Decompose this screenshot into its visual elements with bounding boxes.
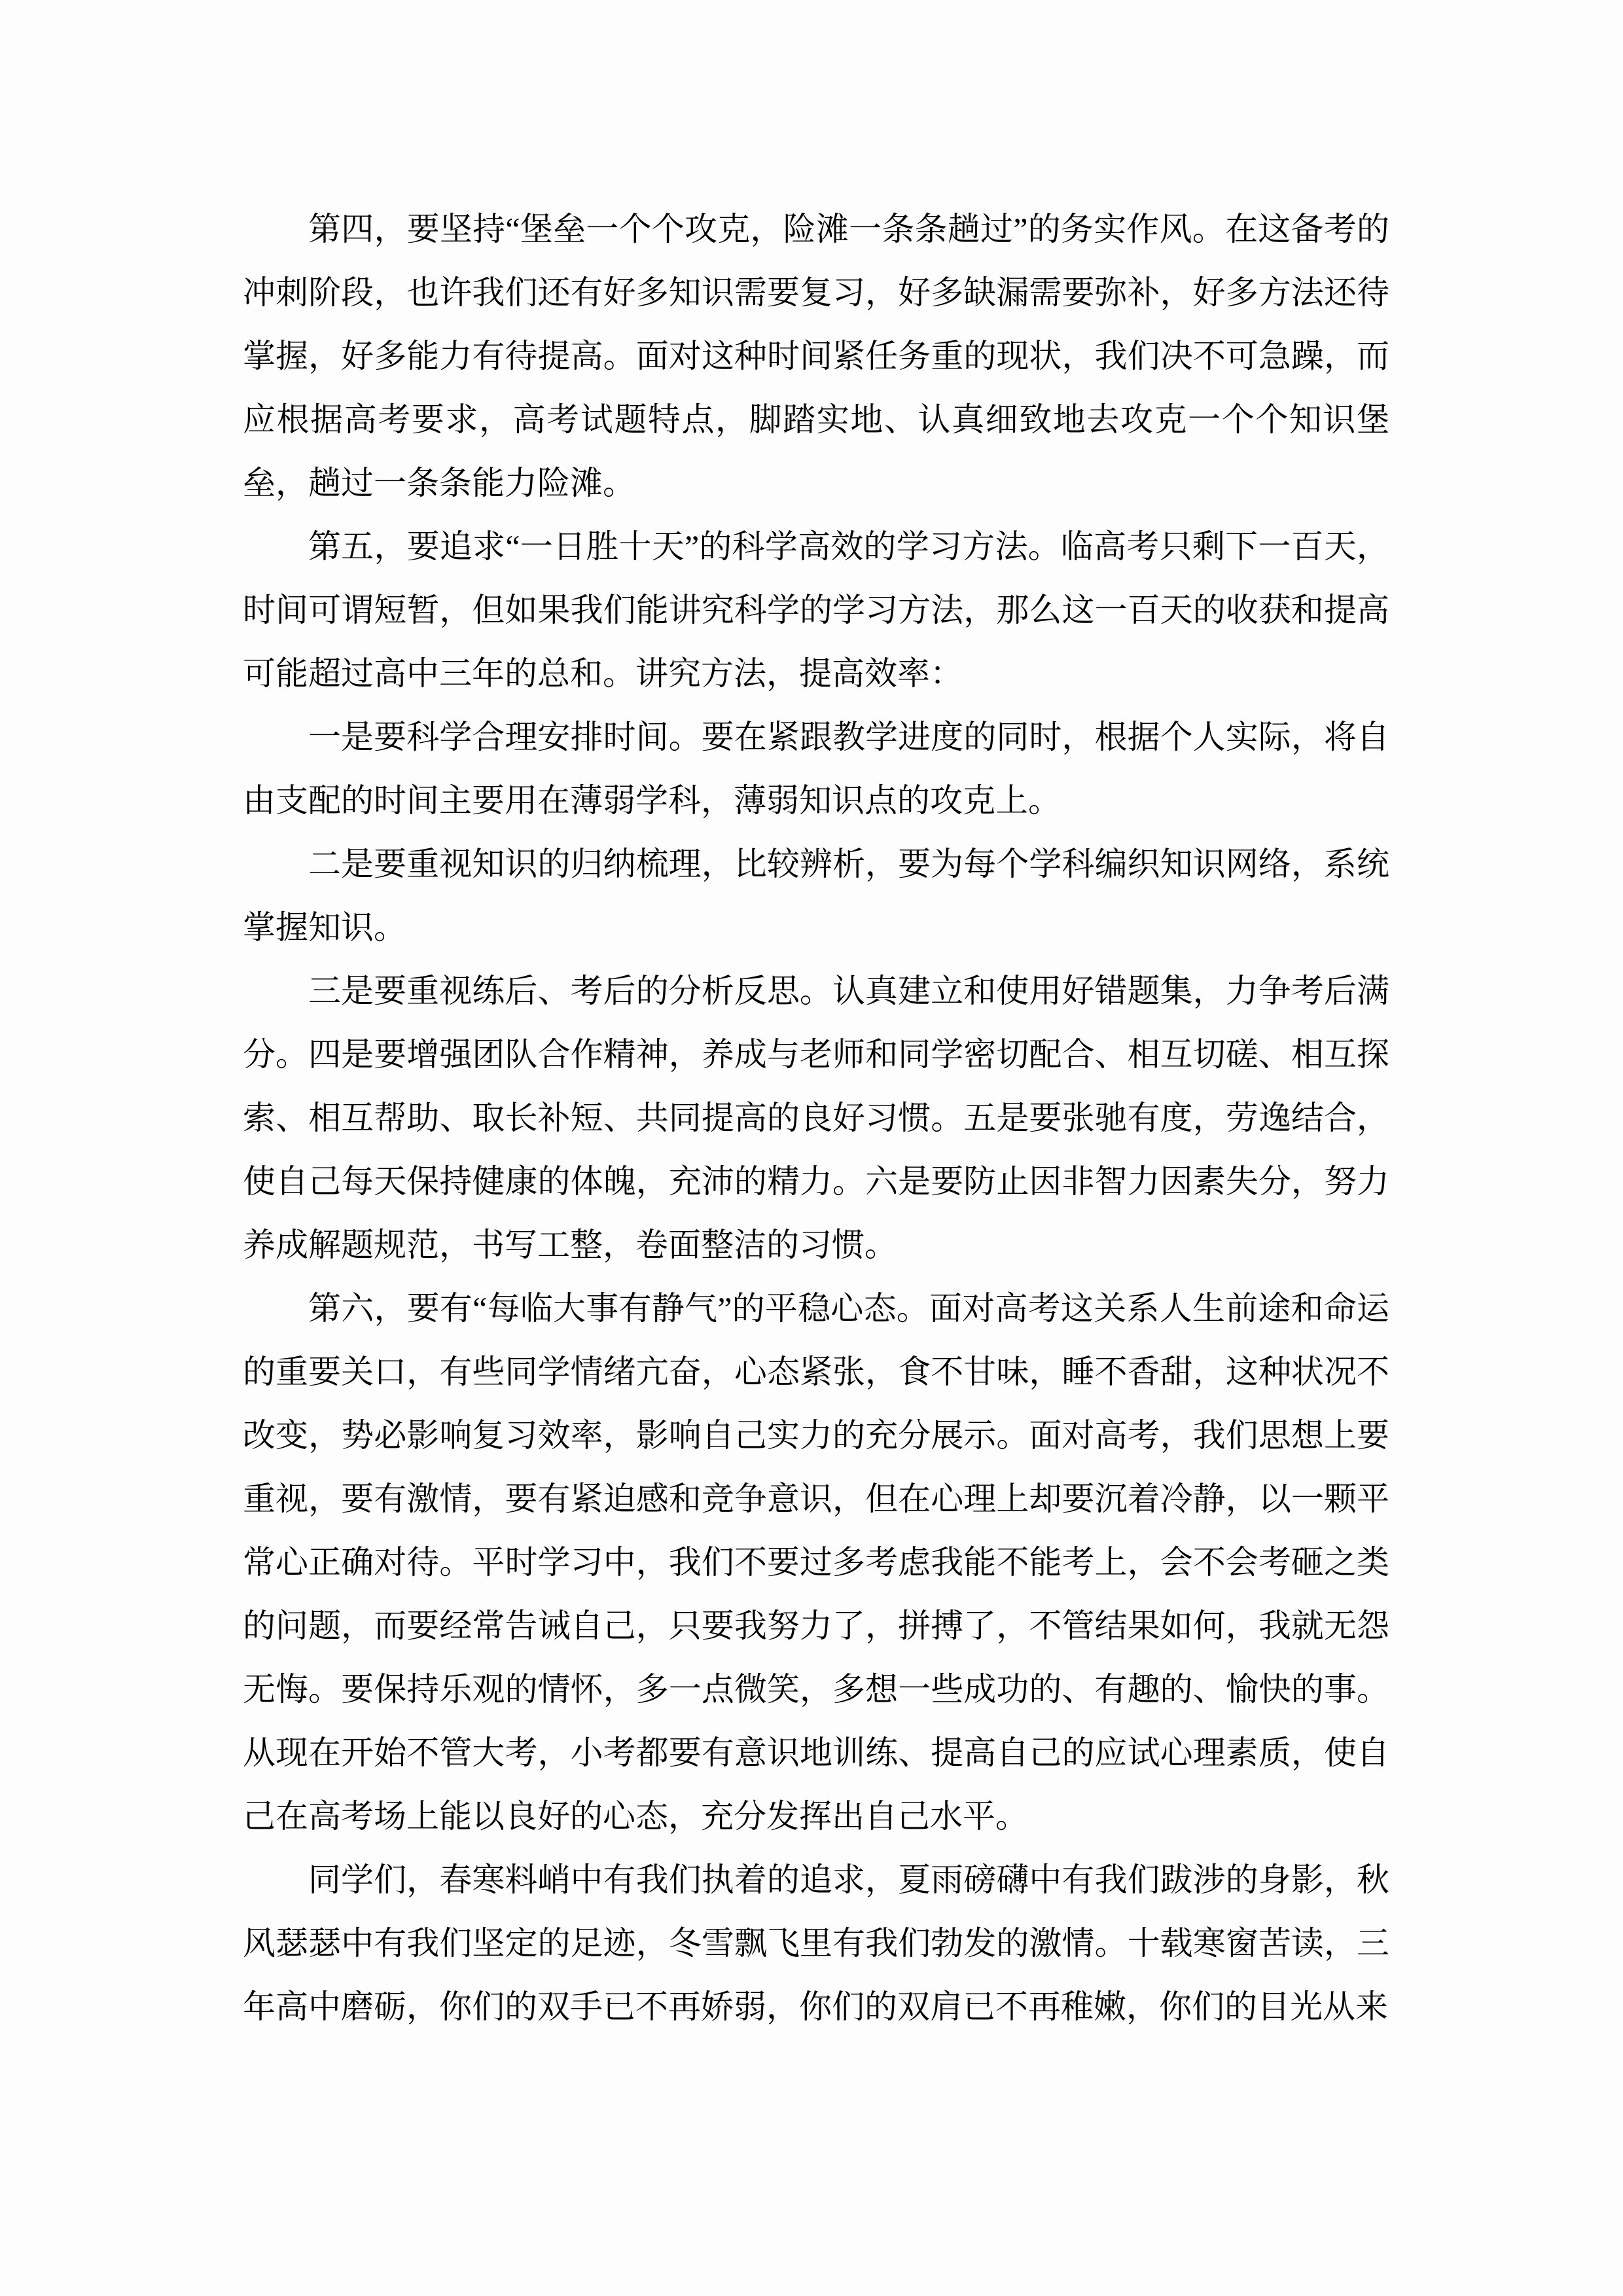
paragraph-4th-point: 第四，要坚持“堡垒一个个攻克，险滩一条条趟过”的务实作风。在这备考的冲刺阶段，也许我们还有好多知识需要复习，好多缺漏需要弥补，好多方法还待掌握，好多能力有待提高。面对这种时间紧任务重的现状，我们决不可急躁，而应根据高考要求，高考试题特点，脚踏实地、认真细致地去攻克一个个知识堡垒，趟过一条条能力险滩。 [243, 211, 1389, 501]
paragraph-method-2: 二是要重视知识的归纳梳理，比较辨析，要为每个学科编织知识网络，系统掌握知识。 [243, 846, 1389, 946]
paragraph-method-1: 一是要科学合理安排时间。要在紧跟教学进度的同时，根据个人实际，将自由支配的时间主要用在薄弱学科，薄弱知识点的攻克上。 [243, 719, 1389, 819]
paragraph-6th-point: 第六，要有“每临大事有静气”的平稳心态。面对高考这关系人生前途和命运的重要关口，有些同学情绪亢奋，心态紧张，食不甘味，睡不香甜，这种状况不改变，势必影响复习效率，影响自己实力的充分展示。面对高考，我们思想上要重视，要有激情，要有紧迫感和竞争意识，但在心理上却要沉着冷静，以一颗平常心正确对待。平时学习中，我们不要过多考虑我能不能考上，会不会考砸之类的问题，而要经常告诫自己，只要我努力了，拼搏了，不管结果如何，我就无怨无悔。要保持乐观的情怀，多一点微笑，多想一些成功的、有趣的、愉快的事。从现在开始不管大考，小考都要有意识地训练、提高自己的应试心理素质，使自己在高考场上能以良好的心态，充分发挥出自己水平。 [243, 1290, 1389, 1835]
paragraph-method-3-6: 三是要重视练后、考后的分析反思。认真建立和使用好错题集，力争考后满分。四是要增强团队合作精神，养成与老师和同学密切配合、相互切磋、相互探索、相互帮助、取长补短、共同提高的良好习惯。五是要张驰有度，劳逸结合，使自己每天保持健康的体魄，充沛的精力。六是要防止因非智力因素失分，努力养成解题规范，书写工整，卷面整洁的习惯。 [243, 973, 1389, 1263]
text-content [243, 198, 1389, 2039]
paragraph-5th-point: 第五，要追求“一日胜十天”的科学高效的学习方法。临高考只剩下一百天，时间可谓短暂，但如果我们能讲究科学的学习方法，那么这一百天的收获和提高可能超过高中三年的总和。讲究方法，提高效率： [243, 528, 1389, 692]
paragraph-closing: 同学们，春寒料峭中有我们执着的追求，夏雨磅礴中有我们跋涉的身影，秋风瑟瑟中有我们坚定的足迹，冬雪飘飞里有我们勃发的激情。十载寒窗苦读，三年高中磨砺，你们的双手已不再娇弱，你们的双肩已不再稚嫩，你们的目光从来 [243, 1861, 1389, 2025]
